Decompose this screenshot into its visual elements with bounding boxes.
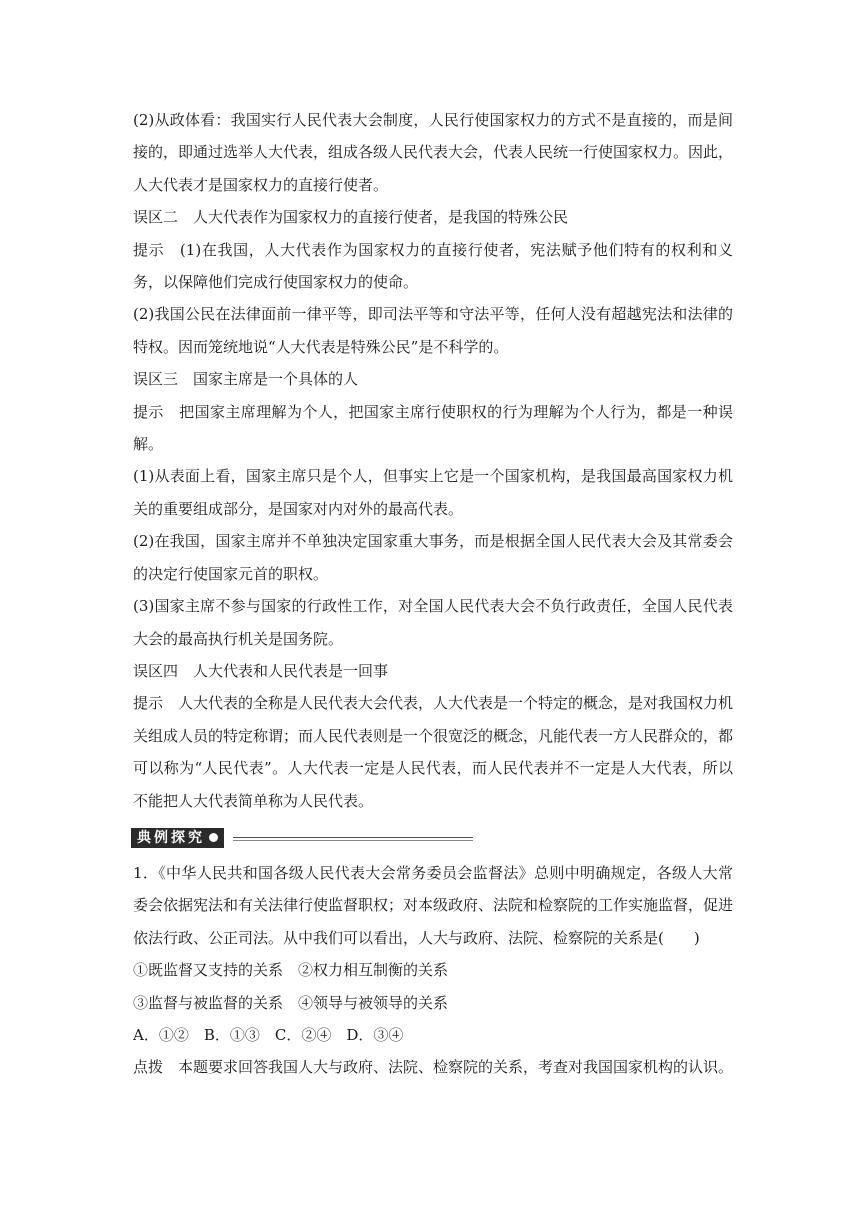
document-page	[133, 104, 733, 1084]
misconception-2-tip-2: (2)我国公民在法律面前一律平等，即司法平等和守法平等，任何人没有超越宪法和法律的特权。因而笼统地说“人大代表是特殊公民”是不科学的。	[133, 305, 733, 356]
misconception-3-point-2: (2)在我国，国家主席并不单独决定国家重大事务，而是根据全国人民代表大会及其常委会的决定行使国家元首的职权。	[133, 532, 733, 583]
misconception-2-tip-1: 提示 (1)在我国，人大代表作为国家权力的直接行使者，宪法赋予他们特有的权利和义务，以保障他们完成行使国家权力的使命。	[133, 240, 733, 292]
section-banner	[133, 827, 733, 851]
question-choices: A．①② B．①③ C．②④ D．③④	[133, 1025, 404, 1044]
zhengti-paragraph: (2)从政体看：我国实行人民代表大会制度，人民行使国家权力的方式不是直接的，而是间接的，即通过选举人大代表，组成各级人民代表大会，代表人民统一行使国家权力。因此，人大代表才是国家权力的直接行使者。	[133, 111, 734, 194]
misconception-2-title: 误区二 人大代表作为国家权力的直接行使者，是我国的特殊公民	[133, 208, 569, 227]
question-stem: 1．《中华人民共和国各级人民代表大会常务委员会监督法》总则中明确规定，各级人大常委会依据宪法和有关法律行使监督职权；对本级政府、法院和检察院的工作实施监督，促进依法行政、公正司法。从中我们可以看出，人大与政府、法院、检察院的关系是( )	[133, 863, 734, 947]
misconception-3-point-1: (1)从表面上看，国家主席只是个人，但事实上它是一个国家机构，是我国最高国家权力机关的重要组成部分，是国家对内对外的最高代表。	[133, 467, 733, 518]
question-hint: 点拨 本题要求回答我国人大与政府、法院、检察院的关系，考查对我国国家机构的认识。	[133, 1058, 734, 1077]
bullet-dot-icon	[209, 833, 218, 842]
question-options-line-1: ①既监督又支持的关系 ②权力相互制衡的关系	[133, 961, 449, 980]
banner-label	[131, 828, 224, 848]
misconception-3-title: 误区三 国家主席是一个具体的人	[133, 370, 359, 389]
banner-divider	[233, 837, 473, 838]
misconception-4-tip: 提示 人大代表的全称是人民代表大会代表，人大代表是一个特定的概念，是对我国权力机关组成人员的特定称谓；而人民代表则是一个很宽泛的概念，凡能代表一方人民群众的，都可以称为“人民代表”。人大代表一定是人民代表，而人民代表并不一定是人大代表，所以不能把人大代表简单称为人民代表。	[133, 694, 734, 810]
misconception-3-tip: 提示 把国家主席理解为个人，把国家主席行使职权的行为理解为个人行为，都是一种误解。	[133, 402, 733, 454]
question-options-line-2: ③监督与被监督的关系 ④领导与被领导的关系	[133, 993, 449, 1012]
banner-label-text: 典例探究	[137, 829, 205, 846]
misconception-4-title: 误区四 人大代表和人民代表是一回事	[133, 661, 389, 680]
misconception-3-point-3: (3)国家主席不参与国家的行政性工作，对全国人民代表大会不负行政责任，全国人民代表大会的最高执行机关是国务院。	[133, 597, 733, 648]
